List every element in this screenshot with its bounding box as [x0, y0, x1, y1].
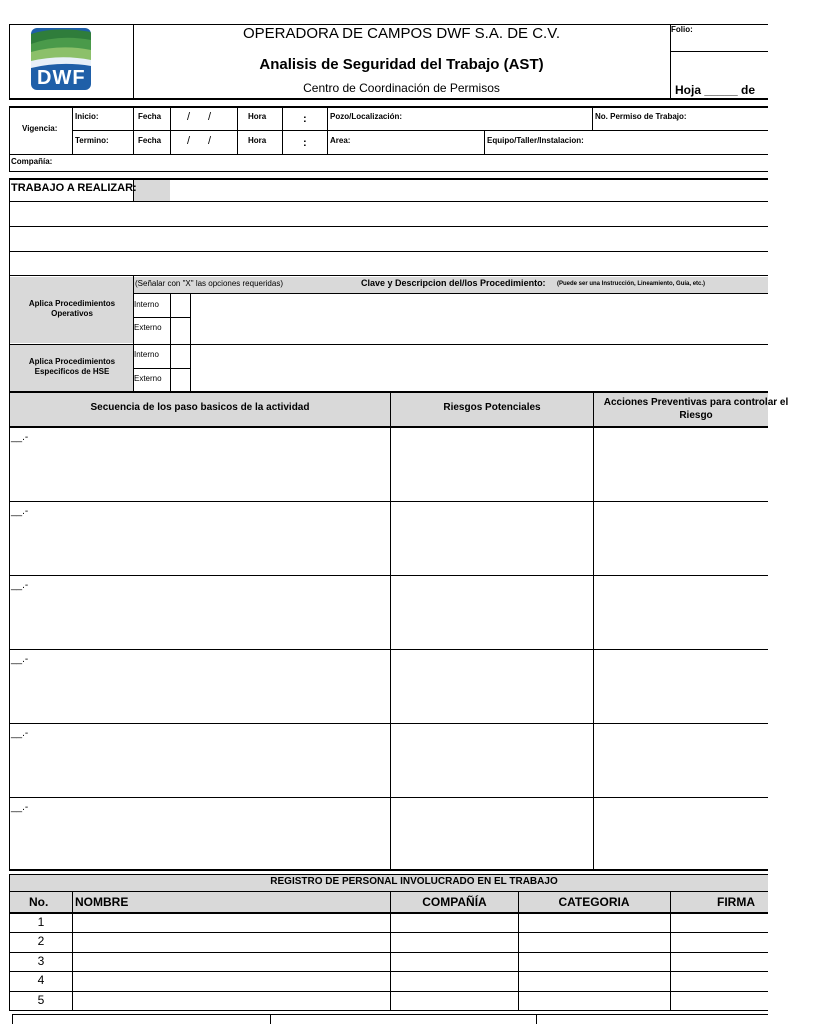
- logo-text: DWF: [37, 67, 86, 89]
- area-label: Area:: [330, 136, 351, 145]
- trabajo-label-cell: [133, 180, 170, 201]
- col-categoria: CATEGORIA: [558, 895, 630, 909]
- step-marker: __.-: [11, 728, 29, 739]
- personnel-row[interactable]: [10, 932, 768, 951]
- activity-step-row[interactable]: [10, 649, 768, 723]
- step-marker: __.-: [11, 506, 29, 517]
- col-riesgos: Riesgos Potenciales: [443, 402, 541, 413]
- personnel-row[interactable]: [10, 952, 768, 971]
- interno-label: Interno: [134, 300, 159, 309]
- col-acciones: Acciones Preventivas para controlar el Riesgo: [603, 397, 789, 421]
- compania-label: Compañía:: [11, 157, 53, 166]
- company-logo: [31, 28, 91, 90]
- col-secuencia: Secuencia de los paso basicos de la actividad: [90, 402, 310, 413]
- permiso-label: No. Permiso de Trabajo:: [595, 112, 687, 121]
- hora-label: Hora: [248, 112, 267, 121]
- pozo-label: Pozo/Localización:: [330, 112, 403, 121]
- page-title: Analisis de Seguridad del Trabajo (AST): [259, 56, 544, 73]
- personnel-row[interactable]: [10, 913, 768, 932]
- folio-label: Folio:: [671, 25, 693, 34]
- col-firma: FIRMA: [717, 895, 755, 909]
- time-separator: :: [303, 113, 307, 125]
- personnel-row-number: 4: [37, 973, 45, 988]
- personnel-row[interactable]: [10, 971, 768, 990]
- termino-label: Termino:: [75, 136, 109, 145]
- fecha-label: Fecha: [138, 112, 162, 121]
- senalar-note: (Señalar con "X" las opciones requeridas): [135, 279, 283, 288]
- personnel-row-number: 3: [37, 953, 45, 968]
- clave-label: Clave y Descripcion del/los Procedimiento:: [361, 278, 546, 288]
- activity-step-row[interactable]: [10, 575, 768, 649]
- date-separator: /: [187, 135, 191, 147]
- col-nombre: NOMBRE: [75, 895, 129, 909]
- col-compania: COMPAÑÍA: [422, 895, 487, 909]
- activity-step-row[interactable]: [10, 723, 768, 797]
- equipo-label: Equipo/Taller/Instalacion:: [487, 136, 584, 145]
- step-marker: __.-: [11, 580, 29, 591]
- time-separator: :: [303, 137, 307, 149]
- page-subtitle: Centro de Coordinación de Permisos: [303, 81, 500, 95]
- fecha-label: Fecha: [138, 136, 162, 145]
- interno-label: Interno: [134, 350, 159, 359]
- col-no: No.: [29, 895, 49, 909]
- step-marker: __.-: [11, 654, 29, 665]
- date-separator: /: [208, 111, 212, 123]
- externo-label: Externo: [134, 323, 162, 332]
- activity-step-row[interactable]: [10, 797, 768, 871]
- activity-step-row[interactable]: [10, 427, 768, 501]
- personnel-row-number: 1: [37, 915, 45, 929]
- step-marker: __.-: [11, 802, 29, 813]
- company-name: OPERADORA DE CAMPOS DWF S.A. DE C.V.: [242, 25, 560, 42]
- personnel-row-number: 5: [37, 992, 45, 1007]
- step-marker: __.-: [11, 432, 29, 443]
- trabajo-label: TRABAJO A REALIZAR:: [11, 182, 137, 194]
- externo-label: Externo: [134, 374, 162, 383]
- hora-label: Hora: [248, 136, 267, 145]
- operativos-label: Aplica Procedimientos Operativos: [28, 299, 116, 318]
- date-separator: /: [208, 135, 212, 147]
- personnel-row[interactable]: [10, 991, 768, 1010]
- personnel-row-number: 2: [37, 934, 45, 949]
- activity-step-row[interactable]: [10, 501, 768, 575]
- hse-label: Aplica Procedimientos Especificos de HSE: [28, 357, 116, 376]
- date-separator: /: [187, 111, 191, 123]
- inicio-label: Inicio:: [75, 112, 99, 121]
- hoja-label: Hoja _____ de: [675, 83, 756, 97]
- clave-note: (Puede ser una Instrucción, Lineamiento, Guía, etc.): [557, 281, 706, 287]
- personal-title: REGISTRO DE PERSONAL INVOLUCRADO EN EL TRABAJO: [270, 876, 558, 887]
- vigencia-label: Vigencia:: [22, 124, 58, 133]
